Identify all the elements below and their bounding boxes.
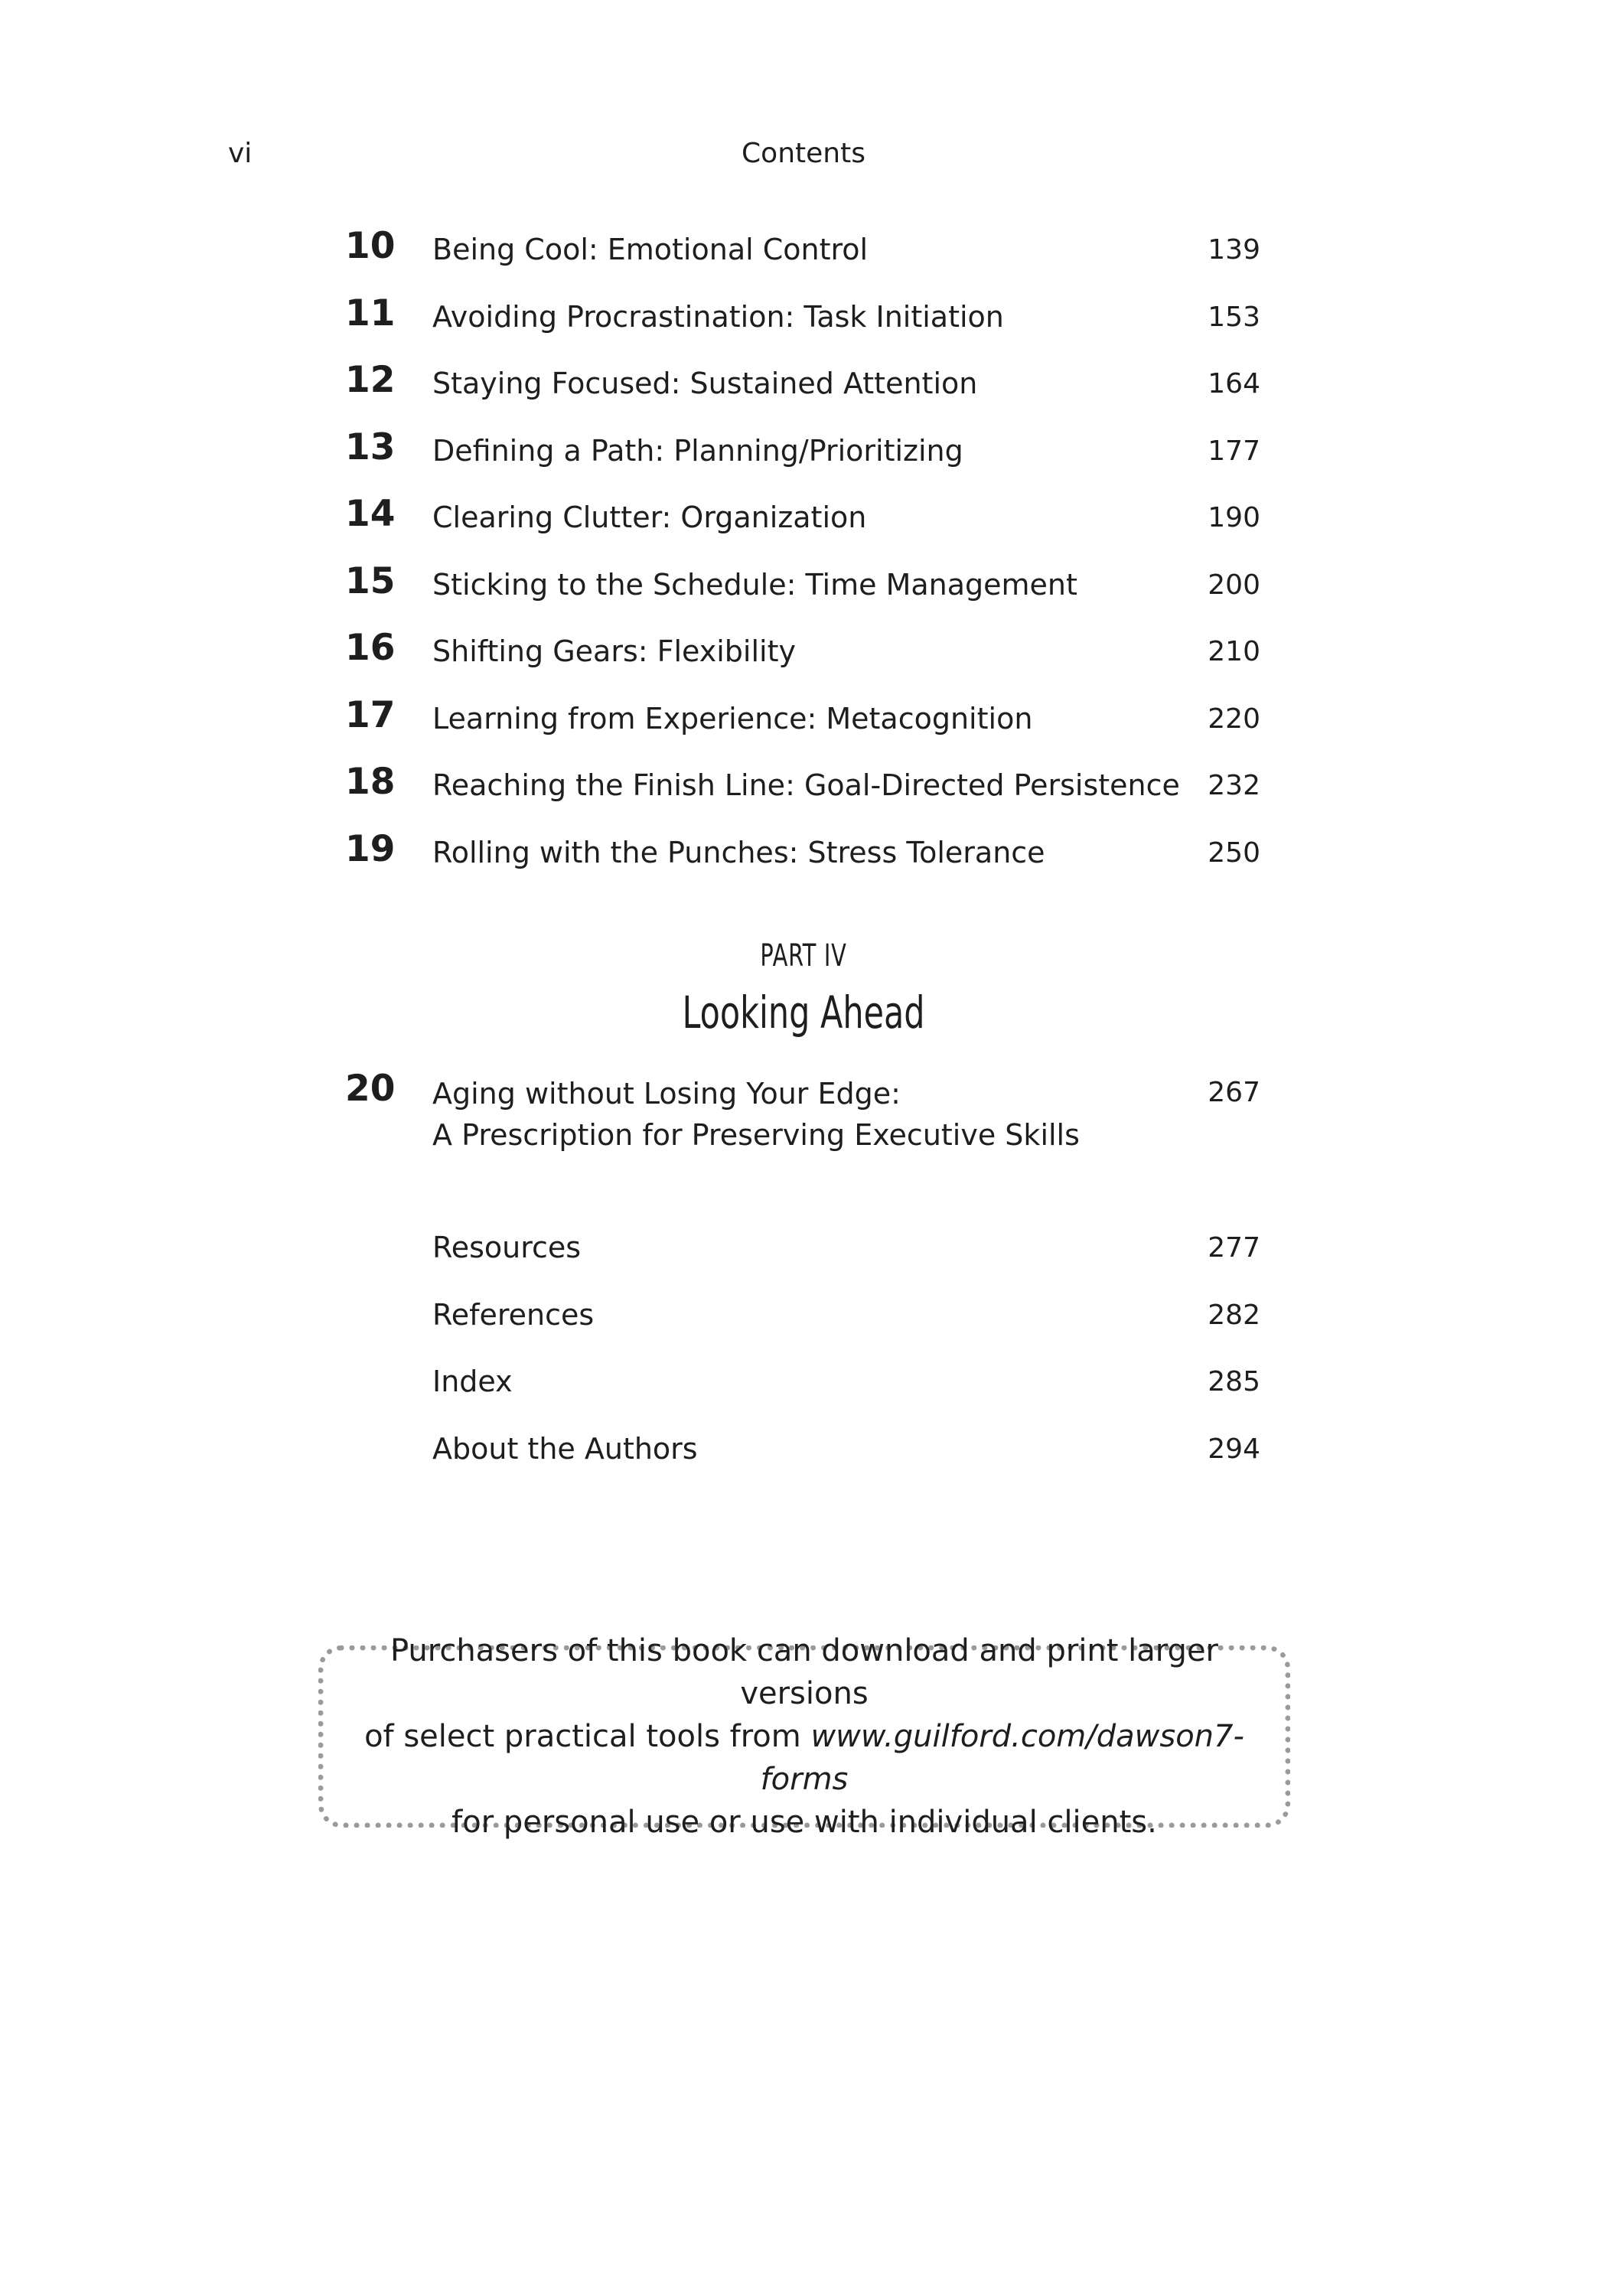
toc-entry[interactable] [0,358,1607,412]
chapter-number: 15 [345,560,396,602]
running-head-title: Contents [742,138,865,169]
chapter-number: 19 [345,828,396,870]
toc-entry[interactable] [0,559,1607,613]
chapter-title: Avoiding Procrastination: Task Initiation [432,300,1004,334]
chapter-title-line-1: Aging without Losing Your Edge: [432,1077,901,1110]
download-notice-text [324,1629,1285,1844]
chapter-number: 11 [345,292,396,334]
chapter-number: 14 [345,493,396,535]
chapter-number: 13 [345,426,396,468]
notice-line-1: Purchasers of this book can download and print larger versions [390,1633,1218,1711]
page-number: 190 [1208,502,1260,533]
page-number: 285 [1208,1366,1260,1397]
page-number: 282 [1208,1300,1260,1331]
toc-entry[interactable] [0,1290,1607,1343]
toc-entry[interactable] [0,292,1607,345]
chapter-number: 18 [345,761,396,803]
toc-entry[interactable] [0,626,1607,680]
page-number: 153 [1208,302,1260,333]
notice-line-3: for personal use or use with individual clients. [451,1805,1157,1840]
toc-entry[interactable] [0,693,1607,747]
chapter-number: 20 [345,1068,396,1110]
chapter-title: Sticking to the Schedule: Time Management [432,568,1077,602]
page-folio: vi [228,138,253,169]
chapter-title: Being Cool: Emotional Control [432,233,869,266]
chapter-title [432,1073,1080,1156]
toc-entry[interactable] [0,827,1607,881]
entry-title: Index [432,1365,513,1398]
part-label: PART IV [760,938,847,974]
part-title: Looking Ahead [682,987,925,1039]
toc-entry[interactable] [0,426,1607,479]
notice-line-2-prefix: of select practical tools from [364,1719,811,1754]
page-number: 250 [1208,837,1260,869]
chapter-title: Shifting Gears: Flexibility [432,634,796,668]
entry-title: About the Authors [432,1432,698,1466]
page-number: 139 [1208,234,1260,266]
chapter-number: 10 [345,225,396,267]
chapter-title: Defining a Path: Planning/Prioritizing [432,434,963,468]
toc-entry[interactable] [0,1356,1607,1410]
toc-entry[interactable] [0,1222,1607,1276]
entry-title: References [432,1298,595,1332]
page-number: 164 [1208,368,1260,400]
chapter-title: Learning from Experience: Metacognition [432,702,1033,735]
toc-entry[interactable] [0,760,1607,814]
chapter-title: Clearing Clutter: Organization [432,501,867,534]
chapter-title: Reaching the Finish Line: Goal-Directed Persistence [432,768,1180,802]
page-number: 200 [1208,569,1260,601]
page-number: 177 [1208,435,1260,467]
page-number: 220 [1208,703,1260,735]
page-number: 267 [1208,1077,1260,1108]
toc-entry[interactable] [0,224,1607,278]
download-notice-box [318,1633,1290,1840]
forms-url-link[interactable]: www.guilford.com/dawson7-forms [760,1719,1244,1797]
page-number: 294 [1208,1433,1260,1465]
toc-entry[interactable] [0,1424,1607,1477]
toc-entry[interactable] [0,1067,1607,1159]
page-number: 210 [1208,636,1260,667]
chapter-title: Rolling with the Punches: Stress Tolerance [432,836,1045,869]
chapter-title: Staying Focused: Sustained Attention [432,367,978,400]
toc-entry[interactable] [0,492,1607,546]
chapter-number: 12 [345,359,396,401]
entry-title: Resources [432,1231,582,1264]
chapter-number: 16 [345,627,396,669]
page-number: 277 [1208,1232,1260,1264]
chapter-number: 17 [345,694,396,736]
chapter-title-line-2: A Prescription for Preserving Executive Skills [432,1118,1080,1152]
page-number: 232 [1208,770,1260,801]
